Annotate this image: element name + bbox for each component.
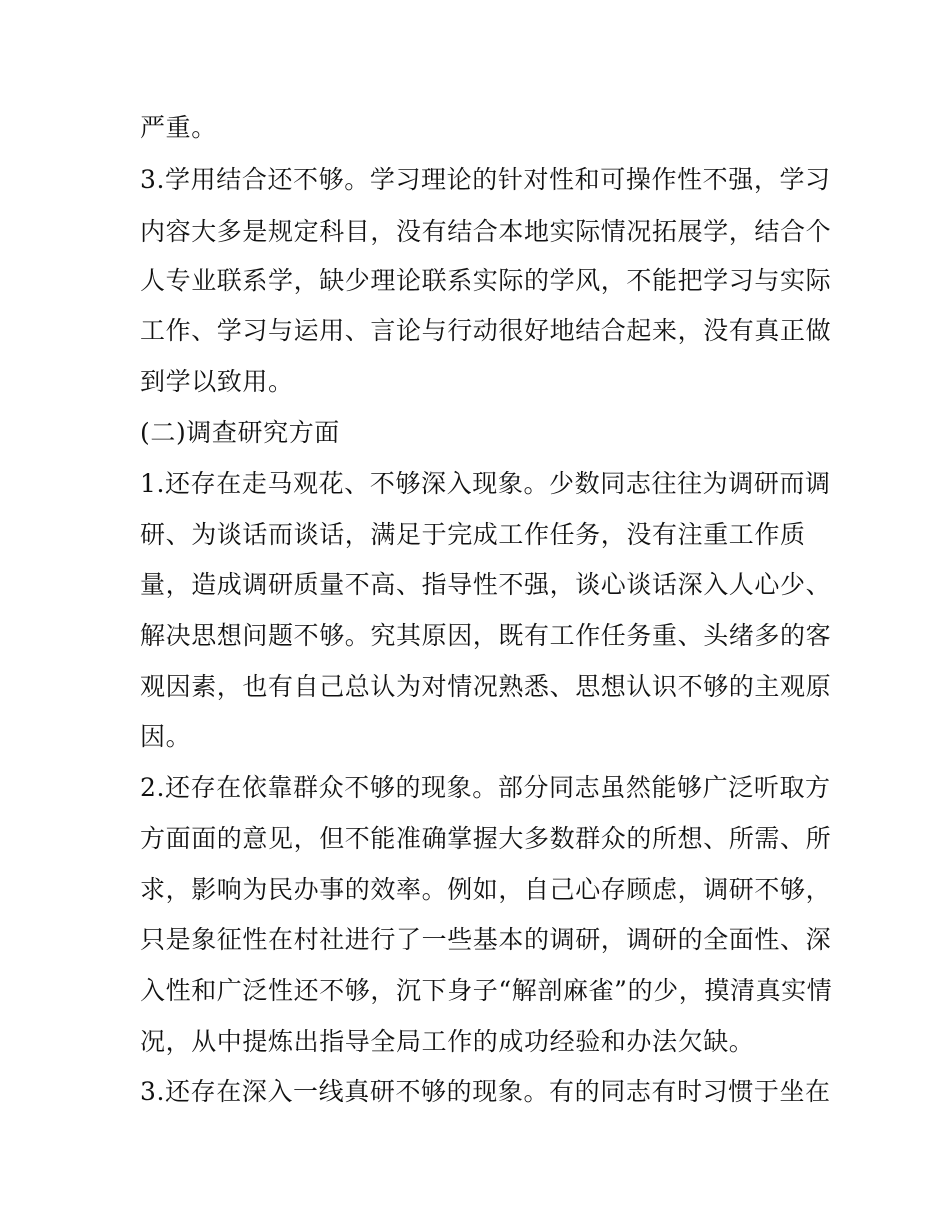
text-line: 人专业联系学，缺少理论联系实际的学风，不能把学习与实际 bbox=[140, 266, 832, 295]
text-line: 方面面的意见，但不能准确掌握大多数群众的所想、所需、所 bbox=[140, 824, 832, 853]
text-line: 量，造成调研质量不高、指导性不强，谈心谈话深入人心少、 bbox=[140, 570, 832, 599]
text-line: 1.还存在走马观花、不够深入现象。少数同志往往为调研而调 bbox=[140, 469, 831, 498]
text-line: 况，从中提炼出指导全局工作的成功经验和办法欠缺。 bbox=[140, 1027, 755, 1056]
text-line: 入性和广泛性还不够，沉下身子“解剖麻雀”的少，摸清真实情 bbox=[140, 976, 833, 1005]
text-line: 工作、学习与运用、言论与行动很好地结合起来，没有真正做 bbox=[140, 316, 832, 345]
text-line: 3.学用结合还不够。学习理论的针对性和可操作性不强，学习 bbox=[140, 165, 831, 194]
text-line: 解决思想问题不够。究其原因，既有工作任务重、头绪多的客 bbox=[140, 621, 832, 650]
text-line: 内容大多是规定科目，没有结合本地实际情况拓展学，结合个 bbox=[140, 217, 832, 246]
text-line: 只是象征性在村社进行了一些基本的调研，调研的全面性、深 bbox=[140, 925, 832, 954]
text-line: 3.还存在深入一线真研不够的现象。有的同志有时习惯于坐在 bbox=[140, 1077, 831, 1106]
text-line: 求，影响为民办事的效率。例如，自己心存顾虑，调研不够， bbox=[140, 875, 832, 904]
text-line: 到学以致用。 bbox=[140, 367, 294, 396]
text-line: 观因素，也有自己总认为对情况熟悉、思想认识不够的主观原 bbox=[140, 672, 832, 701]
text-line: 2.还存在依靠群众不够的现象。部分同志虽然能够广泛听取方 bbox=[140, 773, 831, 802]
text-line: 因。 bbox=[140, 722, 192, 751]
text-line: 研、为谈话而谈话，满足于完成工作任务，没有注重工作质 bbox=[140, 520, 806, 549]
text-line: 严重。 bbox=[140, 113, 217, 142]
section-heading: (二)调查研究方面 bbox=[140, 418, 340, 447]
